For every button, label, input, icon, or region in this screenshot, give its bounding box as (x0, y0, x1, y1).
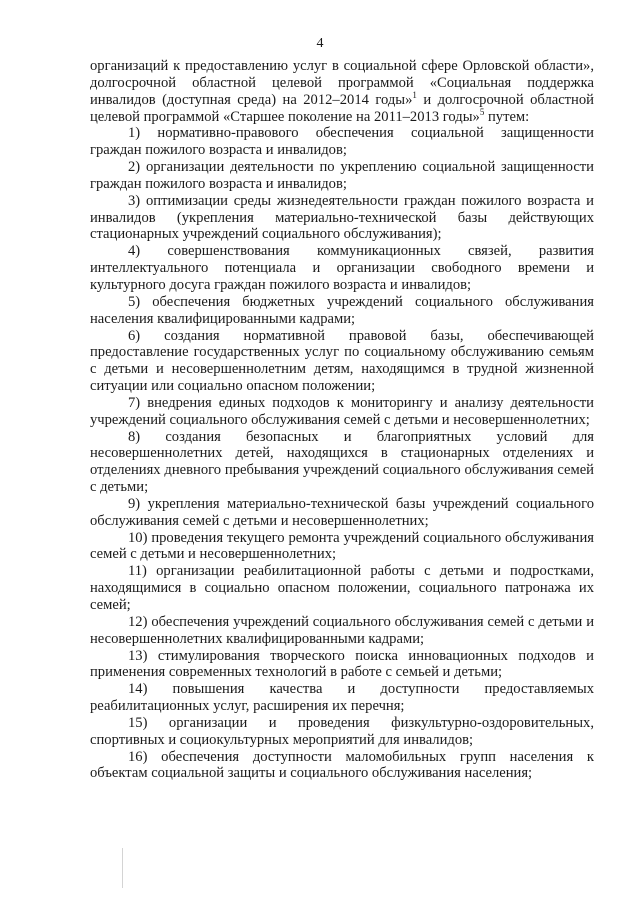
list-item-4: 4) совершенствования коммуникационных связей, развития интеллектуального потенциала и организации свободного времени и культурного досуга граждан пожилого возраста и инвалидов; (90, 243, 594, 293)
scan-artifact-line (122, 848, 123, 888)
list-item-16: 16) обеспечения доступности маломобильных групп населения к объектам социальной защиты и социального обслуживания населения; (90, 748, 594, 782)
list-item-3: 3) оптимизации среды жизнедеятельности граждан пожилого возраста и инвалидов (укрепления материально-технической базы действующих стационарных учреждений социального обслуживания); (90, 192, 594, 243)
intro-text-a: организаций к предоставлению услуг в социальной сфере Орловской области», долгосрочной областной целевой программой «Социальная поддержка инвалидов (доступная среда) на 2012–2014 годы» (90, 58, 594, 108)
list-item-13: 13) стимулирования творческого поиска инновационных подходов и применения современных технологий в работе с семьей и детьми; (90, 647, 594, 681)
list-item-12: 12) обеспечения учреждений социального обслуживания семей с детьми и несовершеннолетних квалифицированными кадрами; (90, 613, 594, 647)
intro-text-c: путем: (484, 108, 530, 125)
list-item-5: 5) обеспечения бюджетных учреждений социального обслуживания населения квалифицированными кадрами; (90, 293, 594, 327)
list-item-10: 10) проведения текущего ремонта учреждений социального обслуживания семей с детьми и несовершеннолетних; (90, 529, 594, 563)
intro-paragraph (90, 58, 594, 125)
footnote-ref-1: 1 (412, 89, 417, 100)
list-item-7: 7) внедрения единых подходов к мониторингу и анализу деятельности учреждений социального обслуживания семей с детьми и несовершеннолетних; (90, 394, 594, 428)
footnote-ref-5: 5 (479, 106, 485, 117)
list-item-9: 9) укрепления материально-технической базы учреждений социального обслуживания семей с детьми и несовершеннолетних; (90, 495, 594, 529)
list-item-6: 6) создания нормативной правовой базы, обеспечивающей предоставление государственных услуг по социальному обслуживанию семьям с детьми и несовершеннолетним детям, находящимся в трудной жизненной ситуации или социально опасном положении; (90, 327, 594, 395)
list-item-1: 1) нормативно-правового обеспечения социальной защищенности граждан пожилого возраста и инвалидов; (90, 125, 594, 159)
document-body (90, 58, 594, 782)
list-item-14: 14) повышения качества и доступности предоставляемых реабилитационных услуг, расширения их перечня; (90, 681, 594, 715)
list-item-11: 11) организации реабилитационной работы с детьми и подростками, находящимися в социально опасном положении, социального патронажа их семей; (90, 563, 594, 613)
intro-text-b: и долгосрочной областной целевой программой «Старшее поколение на 2011–2013 годы» (90, 91, 594, 125)
list-item-8: 8) создания безопасных и благоприятных условий для несовершеннолетних детей, находящихся в стационарных отделениях и отделениях дневного пребывания учреждений социального обслуживания семей с детьми; (90, 428, 594, 496)
list-item-15: 15) организации и проведения физкультурно-оздоровительных, спортивных и социокультурных мероприятий для инвалидов; (90, 714, 594, 748)
page-number: 4 (316, 36, 324, 51)
list-item-2: 2) организации деятельности по укреплению социальной защищенности граждан пожилого возраста и инвалидов; (90, 159, 594, 192)
